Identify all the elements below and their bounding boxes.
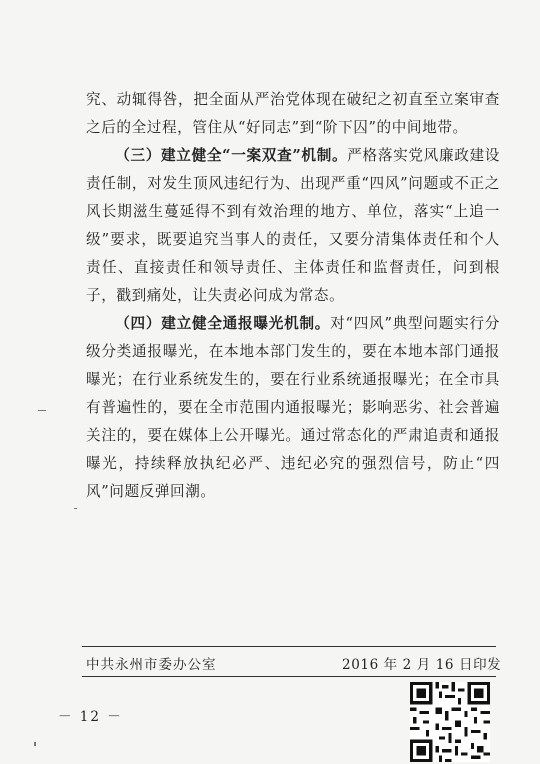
issuing-office: 中共永州市委办公室 xyxy=(86,657,217,673)
paragraph-one-case-double-check xyxy=(86,142,500,310)
section-body-3: 严格落实党风廉政建设责任制，对发生顶风违纪行为、出现严重“四风”问题或不正之风长期滋生蔓延得不到有效治理的地方、单位，落实“上追一级”要求，既要追究当事人的责任，又要分清集体责任和个人责任、直接责任和领导责任、主体责任和监督责任，问到根子，戳到痛处，让失责必问成为常态。 xyxy=(86,147,500,304)
page-number: － 12 － xyxy=(58,709,123,725)
footer-bottom-rule xyxy=(82,676,496,677)
scan-mark xyxy=(34,742,36,746)
print-date: 2016 年 2 月 16 日印发 xyxy=(342,657,502,673)
footer-top-rule xyxy=(82,646,496,647)
scan-mark xyxy=(38,410,46,411)
paragraph-continuation: 究、动辄得咎，把全面从严治党体现在破纪之初直至立案审查之后的全过程，管住从“好同志”到“阶下囚”的中间地带。 xyxy=(86,91,500,136)
section-body-4: 对“四风”典型问题实行分级分类通报曝光，在本地本部门发生的，要在本地本部门通报曝光；在行业系统发生的，要在行业系统通报曝光；在全市具有普遍性的，要在全市范围内通报曝光；影响恶劣、社会普遍关注的，要在媒体上公开曝光。通过常态化的严肃追责和通报曝光，持续释放执纪必严、违纪必究的强烈信号，防止“四风”问题反弹回潮。 xyxy=(86,315,501,500)
section-heading-3: （三）建立健全“一案双查”机制。 xyxy=(115,147,348,164)
scan-mark xyxy=(74,508,77,509)
paragraph-exposure-mechanism xyxy=(86,310,500,506)
qr-code-icon xyxy=(410,682,490,762)
document-body xyxy=(86,86,500,506)
section-heading-4: （四）建立健全通报曝光机制。 xyxy=(115,315,331,332)
